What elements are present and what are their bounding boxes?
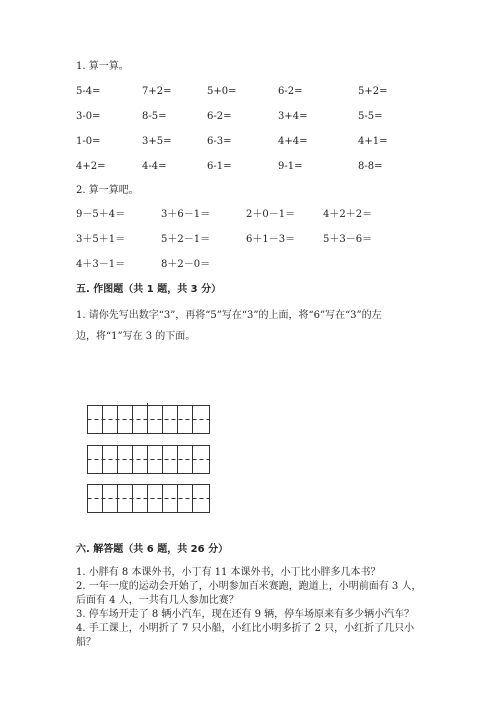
problem: 4＋3－1＝ (76, 259, 126, 270)
problem: 6＋1－3＝ (246, 234, 296, 245)
problem: 3＋6－1＝ (161, 209, 211, 220)
problem: 2＋0－1＝ (246, 209, 296, 220)
problem: 8-8= (358, 161, 383, 172)
problem: 5＋2－1＝ (161, 234, 211, 245)
section6-heading: 六. 解答题（共 6 题，共 26 分） (76, 544, 229, 555)
problem: 4+1= (358, 136, 388, 147)
writing-grid[interactable] (87, 405, 211, 437)
problem: 5+2= (358, 86, 388, 97)
problem: 9－5＋4＝ (76, 209, 126, 220)
problem: 8＋2－0＝ (161, 259, 211, 270)
question-2-line: 2. 一年一度的运动会开始了，小明参加百米赛跑，跑道上，小明前面有 3 人， (76, 581, 422, 592)
problem: 1-0= (76, 136, 101, 147)
problem: 6-2= (278, 86, 303, 97)
question-1: 1. 小胖有 8 本课外书，小丁有 11 本课外书，小丁比小胖多几本书？ (76, 567, 381, 578)
question-4-line: 船？ (76, 637, 96, 648)
problem: 3+4= (278, 111, 308, 122)
part1-title: 1. 算一算。 (76, 61, 129, 72)
problem: 7+2= (142, 86, 172, 97)
problem: 8-5= (142, 111, 167, 122)
section5-question-line: 边，将“1”写在 3 的下面。 (76, 331, 196, 342)
problem: 4-4= (142, 161, 167, 172)
question-2-line: 后面有 4 人，一共有几人参加比赛？ (76, 595, 239, 606)
problem: 6-3= (207, 136, 232, 147)
problem: 9-1= (278, 161, 303, 172)
problem: 4+2= (76, 161, 106, 172)
problem: 3＋5＋1＝ (76, 234, 126, 245)
problem: 4+4= (278, 136, 308, 147)
writing-grid[interactable] (87, 484, 211, 516)
writing-grid[interactable] (87, 445, 211, 477)
problem: 5-4= (76, 86, 101, 97)
problem: 5+0= (207, 86, 237, 97)
problem: 5＋3－6＝ (323, 234, 373, 245)
problem: 6-2= (207, 111, 232, 122)
problem: 3-0= (76, 111, 101, 122)
problem: 5-5= (358, 111, 383, 122)
question-3: 3. 停车场开走了 8 辆小汽车，现在还有 9 辆，停车场原来有多少辆小汽车？ (76, 609, 415, 620)
problem: 3+5= (142, 136, 172, 147)
part2-title: 2. 算一算吧。 (76, 185, 139, 196)
section5-question-line: 1. 请你先写出数字“3”，再将“5”写在“3”的上面，将“6”写在“3”的左 (76, 310, 382, 321)
problem: 6-1= (207, 161, 232, 172)
question-4-line: 4. 手工课上，小明折了 7 只小船，小红比小明多折了 2 只，小红折了几只小 (76, 623, 415, 634)
problem: 4＋2＋2＝ (323, 209, 373, 220)
section5-heading: 五. 作图题（共 1 题，共 3 分） (76, 284, 222, 295)
